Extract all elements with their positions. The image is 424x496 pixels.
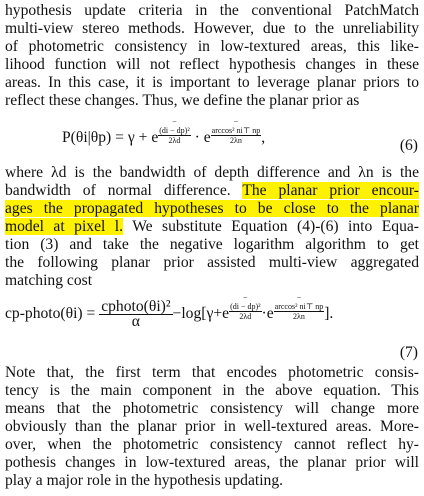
- eq7-frac-den: α: [131, 313, 140, 330]
- text-line: tency is the main component in the above equation. This: [5, 382, 419, 399]
- eq7-exp2-den: 2λn: [293, 312, 305, 322]
- eq6-lhs: P(θi|θp) = γ + e: [62, 129, 159, 147]
- eq7-close: ].: [324, 305, 334, 323]
- text-line: tion (3) and take the negative logarithm algorithm to get: [5, 236, 419, 253]
- equation-7: cp-photo(θi) = $\frac{\text{cphoto(θi)²}}{\alpha}$ $-\log[\gamma+e^{- (di - dp)^2 2\lambda d}$ $\cdot e^{- arccos^2 ni⊤ np 2\lambda n}$ ].: [5, 293, 334, 330]
- text-line: obviously than the planar prior in well-textured areas. More-: [5, 418, 419, 435]
- eq7-lhs: cp-photo(θi) =: [5, 305, 96, 323]
- highlighted-text: model at pixel l.: [5, 218, 124, 235]
- text-span: bandwidth of normal difference.: [5, 182, 231, 199]
- text-line: the following planar prior assisted multi-view aggregated: [5, 254, 419, 271]
- eq6-exp2-num: arccos² ni⊤ np: [211, 126, 261, 135]
- text-span: We substitute Equation (4)-(6) into Equa-: [132, 218, 419, 235]
- text-line: over, when the photometric consistency cannot reflect hy-: [5, 436, 419, 453]
- highlighted-text: The planar prior encour-: [242, 182, 419, 199]
- eq7-dot: ·e: [261, 305, 274, 323]
- text-line: means that the photometric consistency will change more: [5, 400, 419, 417]
- eq6-exp1-den: 2λd: [168, 136, 181, 145]
- eq7-exp1-den: 2λd: [239, 312, 252, 322]
- eq7-exp2-num: arccos² ni⊤ np: [274, 302, 324, 312]
- text-line: [5, 200, 419, 218]
- equation-6-number: (6): [399, 137, 418, 154]
- eq6-exp1-num: (di − dp)²: [159, 126, 190, 135]
- eq6-dot: · e: [194, 129, 211, 147]
- eq7-exp1-num: (di − dp)²: [230, 302, 261, 312]
- equation-7-number: (7): [399, 344, 418, 361]
- text-line: hypothesis update criteria in the conventional PatchMatch: [5, 2, 419, 19]
- text-line: where λd is the bandwidth of depth difference and λn is the: [5, 164, 419, 181]
- text-line: [5, 182, 419, 200]
- text-line: areas. In this case, it is important to leverage planar priors to: [5, 74, 419, 91]
- eq6-tail: ,: [261, 129, 266, 147]
- text-line: [5, 218, 419, 236]
- eq6-exp2-den: 2λn: [229, 136, 242, 145]
- text-line: matching cost: [5, 272, 93, 289]
- eq7-frac-num: cphoto(θi)²: [101, 298, 171, 315]
- text-line: lihood function will not reflect hypothesis changes in these: [5, 56, 419, 73]
- highlighted-text: ages the propagated hypotheses to be close to the planar: [5, 200, 419, 217]
- text-line: reflect these changes. Thus, we define the planar prior as: [5, 92, 360, 109]
- text-line: multi-view stereo methods. However, due to the unreliability: [5, 20, 419, 37]
- eq7-rest: −log[γ+e: [172, 305, 230, 323]
- text-line: play a major role in the hypothesis updating.: [5, 472, 284, 489]
- text-line: of photometric consistency in low-textured areas, this like-: [5, 38, 419, 55]
- text-line: Note that, the first term that encodes photometric consis-: [5, 364, 419, 381]
- text-line: pothesis changes in low-textured areas, the planar prior will: [5, 454, 419, 471]
- equation-6: $P(\theta i|\theta p) = \gamma + e^{- (di - dp)^2 2\lambda d}$ · $e^{- arccos^2 ni⊤ np 2\lambda n}$ ,: [62, 117, 266, 147]
